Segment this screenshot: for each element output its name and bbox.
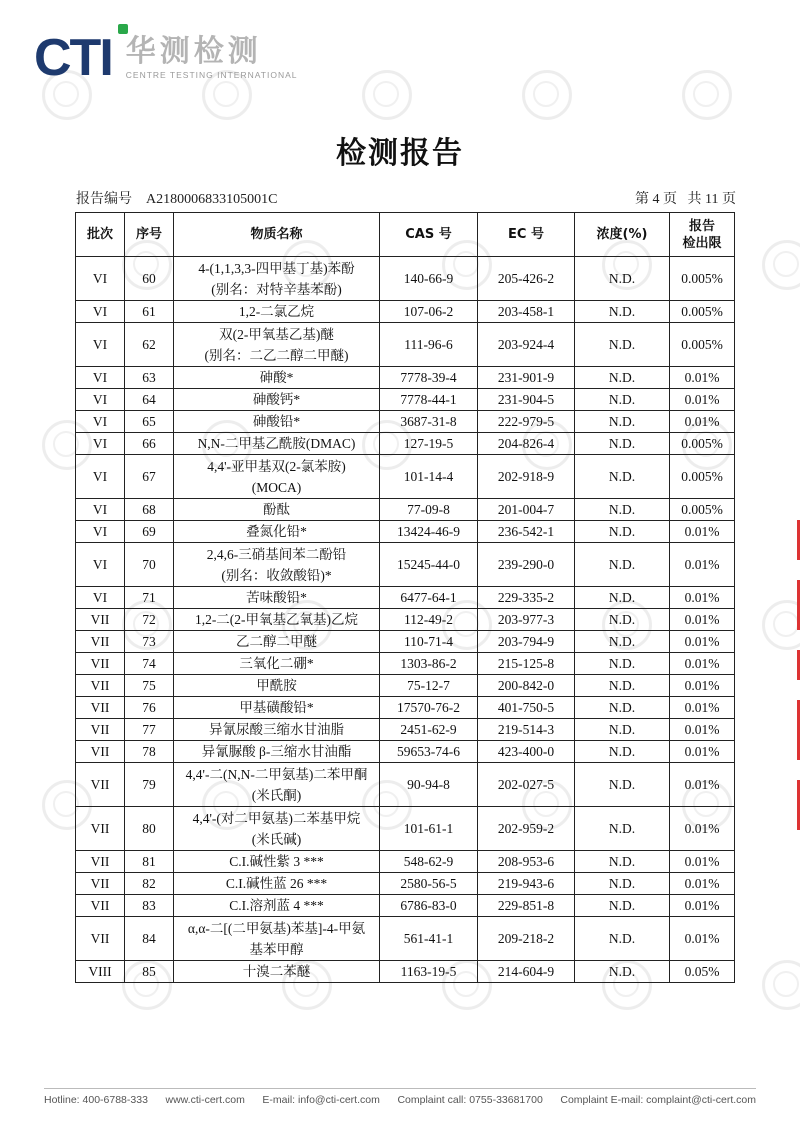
- cell-cas: 59653-74-6: [380, 741, 478, 763]
- cell-no: 63: [125, 367, 174, 389]
- cell-ec: 202-027-5: [478, 763, 575, 807]
- table-row: [76, 433, 735, 455]
- cell-detection-limit: 0.01%: [670, 389, 735, 411]
- cell-concentration: N.D.: [575, 433, 670, 455]
- cell-cas: 75-12-7: [380, 675, 478, 697]
- cell-cas: 77-09-8: [380, 499, 478, 521]
- cell-detection-limit: 0.05%: [670, 961, 735, 983]
- cell-cas: 548-62-9: [380, 851, 478, 873]
- cell-detection-limit: 0.01%: [670, 741, 735, 763]
- cell-no: 84: [125, 917, 174, 961]
- cell-substance: 1,2-二(2-甲氧基乙氧基)乙烷: [174, 609, 380, 631]
- cell-detection-limit: 0.01%: [670, 873, 735, 895]
- cell-concentration: N.D.: [575, 697, 670, 719]
- cell-no: 79: [125, 763, 174, 807]
- logo-green-dot: [118, 24, 128, 34]
- table-row: [76, 917, 735, 961]
- cell-ec: 231-901-9: [478, 367, 575, 389]
- cell-batch: VII: [76, 741, 125, 763]
- cell-ec: 401-750-5: [478, 697, 575, 719]
- cell-detection-limit: 0.01%: [670, 367, 735, 389]
- cti-logo-mark: CTI: [34, 29, 112, 87]
- table-row: [76, 697, 735, 719]
- cell-cas: 111-96-6: [380, 323, 478, 367]
- cell-batch: VI: [76, 301, 125, 323]
- header-detection-limit: 报告 检出限: [670, 213, 735, 257]
- cell-cas: 1163-19-5: [380, 961, 478, 983]
- table-row: [76, 323, 735, 367]
- cell-cas: 2580-56-5: [380, 873, 478, 895]
- cell-substance: α,α-二[(二甲氨基)苯基]-4-甲氨 基苯甲醇: [174, 917, 380, 961]
- cell-detection-limit: 0.01%: [670, 917, 735, 961]
- header-batch: 批次: [76, 213, 125, 257]
- cell-cas: 13424-46-9: [380, 521, 478, 543]
- cell-no: 74: [125, 653, 174, 675]
- cell-substance: 双(2-甲氧基乙基)醚 (别名：二乙二醇二甲醚): [174, 323, 380, 367]
- cell-cas: 7778-44-1: [380, 389, 478, 411]
- cell-cas: 17570-76-2: [380, 697, 478, 719]
- cell-substance: 乙二醇二甲醚: [174, 631, 380, 653]
- cell-ec: 222-979-5: [478, 411, 575, 433]
- cell-cas: 15245-44-0: [380, 543, 478, 587]
- cell-detection-limit: 0.01%: [670, 851, 735, 873]
- cell-no: 60: [125, 257, 174, 301]
- cell-substance: 砷酸*: [174, 367, 380, 389]
- cell-detection-limit: 0.005%: [670, 301, 735, 323]
- cell-detection-limit: 0.005%: [670, 433, 735, 455]
- cell-no: 76: [125, 697, 174, 719]
- cell-concentration: N.D.: [575, 455, 670, 499]
- cell-concentration: N.D.: [575, 543, 670, 587]
- cell-no: 66: [125, 433, 174, 455]
- table-row: [76, 455, 735, 499]
- company-name-en: CENTRE TESTING INTERNATIONAL: [125, 69, 298, 80]
- table-row: [76, 521, 735, 543]
- cell-ec: 203-977-3: [478, 609, 575, 631]
- header-no: 序号: [125, 213, 174, 257]
- cell-detection-limit: 0.005%: [670, 455, 735, 499]
- cell-cas: 140-66-9: [380, 257, 478, 301]
- table-row: [76, 895, 735, 917]
- cell-cas: 101-61-1: [380, 807, 478, 851]
- cell-cas: 3687-31-8: [380, 411, 478, 433]
- table-row: [76, 653, 735, 675]
- cell-ec: 214-604-9: [478, 961, 575, 983]
- cell-concentration: N.D.: [575, 741, 670, 763]
- cell-no: 81: [125, 851, 174, 873]
- cell-concentration: N.D.: [575, 367, 670, 389]
- cell-batch: VII: [76, 873, 125, 895]
- company-name-cn: 华测检测: [125, 33, 262, 69]
- table-row: [76, 257, 735, 301]
- cell-ec: 208-953-6: [478, 851, 575, 873]
- cell-batch: VI: [76, 389, 125, 411]
- cell-batch: VII: [76, 609, 125, 631]
- cell-ec: 229-335-2: [478, 587, 575, 609]
- table-row: [76, 675, 735, 697]
- cell-no: 78: [125, 741, 174, 763]
- watermark-seal-icon: [762, 240, 800, 290]
- cell-batch: VI: [76, 411, 125, 433]
- cell-substance: 甲酰胺: [174, 675, 380, 697]
- cell-concentration: N.D.: [575, 961, 670, 983]
- cell-substance: 三氧化二硼*: [174, 653, 380, 675]
- cell-detection-limit: 0.01%: [670, 895, 735, 917]
- cell-ec: 423-400-0: [478, 741, 575, 763]
- cell-batch: VII: [76, 807, 125, 851]
- cell-no: 62: [125, 323, 174, 367]
- page-footer: [44, 1094, 756, 1106]
- cell-substance: 苦味酸铅*: [174, 587, 380, 609]
- cell-substance: 4,4'-(对二甲氨基)二苯基甲烷 (米氏碱): [174, 807, 380, 851]
- cell-substance: 异氰脲酸 β-三缩水甘油酯: [174, 741, 380, 763]
- cell-batch: VII: [76, 631, 125, 653]
- footer-complaint-email: Complaint E-mail: complaint@cti-cert.com: [560, 1094, 756, 1106]
- cell-batch: VI: [76, 587, 125, 609]
- cell-substance: 异氰尿酸三缩水甘油脂: [174, 719, 380, 741]
- cell-ec: 203-794-9: [478, 631, 575, 653]
- side-seal-stamp: [786, 520, 800, 850]
- cell-ec: 202-959-2: [478, 807, 575, 851]
- company-logo: [34, 30, 298, 86]
- cell-substance: 砷酸钙*: [174, 389, 380, 411]
- cell-no: 85: [125, 961, 174, 983]
- footer-website: www.cti-cert.com: [165, 1094, 245, 1106]
- cell-concentration: N.D.: [575, 587, 670, 609]
- cell-ec: 205-426-2: [478, 257, 575, 301]
- cell-no: 83: [125, 895, 174, 917]
- cell-substance: 4,4'-亚甲基双(2-氯苯胺) (MOCA): [174, 455, 380, 499]
- cell-no: 71: [125, 587, 174, 609]
- cell-substance: 4-(1,1,3,3-四甲基丁基)苯酚 (别名：对特辛基苯酚): [174, 257, 380, 301]
- cell-detection-limit: 0.01%: [670, 697, 735, 719]
- footer-email: E-mail: info@cti-cert.com: [262, 1094, 380, 1106]
- cell-substance: 叠氮化铅*: [174, 521, 380, 543]
- table-row: [76, 961, 735, 983]
- cell-substance: 砷酸铅*: [174, 411, 380, 433]
- cell-substance: 十溴二苯醚: [174, 961, 380, 983]
- cell-batch: VI: [76, 543, 125, 587]
- cell-detection-limit: 0.01%: [670, 609, 735, 631]
- watermark-seal-icon: [362, 70, 412, 120]
- cell-batch: VII: [76, 763, 125, 807]
- cell-concentration: N.D.: [575, 653, 670, 675]
- cell-batch: VI: [76, 521, 125, 543]
- table-row: [76, 543, 735, 587]
- cell-cas: 110-71-4: [380, 631, 478, 653]
- cell-no: 73: [125, 631, 174, 653]
- cell-concentration: N.D.: [575, 521, 670, 543]
- cell-ec: 200-842-0: [478, 675, 575, 697]
- cell-substance: 1,2-二氯乙烷: [174, 301, 380, 323]
- table-row: [76, 499, 735, 521]
- cell-concentration: N.D.: [575, 609, 670, 631]
- table-row: [76, 367, 735, 389]
- cell-detection-limit: 0.01%: [670, 807, 735, 851]
- cell-cas: 1303-86-2: [380, 653, 478, 675]
- cell-concentration: N.D.: [575, 851, 670, 873]
- table-row: [76, 873, 735, 895]
- cell-ec: 202-918-9: [478, 455, 575, 499]
- cell-detection-limit: 0.01%: [670, 521, 735, 543]
- cell-no: 68: [125, 499, 174, 521]
- page-total: 共 11 页: [687, 192, 736, 207]
- cell-cas: 127-19-5: [380, 433, 478, 455]
- cell-substance: C.I.溶剂蓝 4 ***: [174, 895, 380, 917]
- cell-detection-limit: 0.01%: [670, 653, 735, 675]
- cell-ec: 219-943-6: [478, 873, 575, 895]
- substance-table: [75, 212, 735, 983]
- cell-batch: VII: [76, 697, 125, 719]
- cell-cas: 107-06-2: [380, 301, 478, 323]
- cell-detection-limit: 0.01%: [670, 719, 735, 741]
- cell-substance: C.I.碱性紫 3 ***: [174, 851, 380, 873]
- cell-no: 61: [125, 301, 174, 323]
- cell-ec: 203-924-4: [478, 323, 575, 367]
- cell-ec: 229-851-8: [478, 895, 575, 917]
- table-row: [76, 411, 735, 433]
- watermark-seal-icon: [682, 70, 732, 120]
- cell-cas: 112-49-2: [380, 609, 478, 631]
- cell-batch: VI: [76, 257, 125, 301]
- cell-no: 67: [125, 455, 174, 499]
- cell-no: 80: [125, 807, 174, 851]
- cell-batch: VIII: [76, 961, 125, 983]
- cell-no: 72: [125, 609, 174, 631]
- table-row: [76, 851, 735, 873]
- cell-substance: 酚酞: [174, 499, 380, 521]
- cell-batch: VII: [76, 895, 125, 917]
- table-row: [76, 631, 735, 653]
- header-concentration: 浓度(%): [575, 213, 670, 257]
- cell-ec: 203-458-1: [478, 301, 575, 323]
- table-row: [76, 609, 735, 631]
- cell-detection-limit: 0.005%: [670, 257, 735, 301]
- cell-detection-limit: 0.01%: [670, 763, 735, 807]
- cell-no: 75: [125, 675, 174, 697]
- table-row: [76, 587, 735, 609]
- footer-divider: [44, 1088, 756, 1089]
- cell-ec: 219-514-3: [478, 719, 575, 741]
- cell-batch: VII: [76, 675, 125, 697]
- cell-substance: N,N-二甲基乙酰胺(DMAC): [174, 433, 380, 455]
- cell-concentration: N.D.: [575, 301, 670, 323]
- cell-substance: C.I.碱性蓝 26 ***: [174, 873, 380, 895]
- cell-batch: VI: [76, 455, 125, 499]
- cell-batch: VII: [76, 851, 125, 873]
- cell-cas: 7778-39-4: [380, 367, 478, 389]
- header-cas: CAS 号: [380, 213, 478, 257]
- watermark-seal-icon: [762, 960, 800, 1010]
- report-number: A2180006833105001C: [146, 192, 278, 207]
- cell-no: 65: [125, 411, 174, 433]
- cell-concentration: N.D.: [575, 411, 670, 433]
- cell-concentration: N.D.: [575, 631, 670, 653]
- cell-cas: 6477-64-1: [380, 587, 478, 609]
- cell-batch: VI: [76, 433, 125, 455]
- cell-concentration: N.D.: [575, 917, 670, 961]
- table-row: [76, 741, 735, 763]
- cell-ec: 209-218-2: [478, 917, 575, 961]
- cell-detection-limit: 0.005%: [670, 499, 735, 521]
- footer-hotline: Hotline: 400-6788-333: [44, 1094, 148, 1106]
- cell-concentration: N.D.: [575, 257, 670, 301]
- cell-cas: 6786-83-0: [380, 895, 478, 917]
- cell-ec: 215-125-8: [478, 653, 575, 675]
- cell-substance: 2,4,6-三硝基间苯二酚铅 (别名：收敛酸铅)*: [174, 543, 380, 587]
- cell-detection-limit: 0.01%: [670, 675, 735, 697]
- table-row: [76, 719, 735, 741]
- cell-concentration: N.D.: [575, 895, 670, 917]
- cell-cas: 101-14-4: [380, 455, 478, 499]
- cell-concentration: N.D.: [575, 763, 670, 807]
- cell-no: 69: [125, 521, 174, 543]
- cell-concentration: N.D.: [575, 675, 670, 697]
- page-indicator: [635, 188, 736, 208]
- watermark-seal-icon: [522, 70, 572, 120]
- footer-complaint-call: Complaint call: 0755-33681700: [397, 1094, 543, 1106]
- cell-batch: VII: [76, 653, 125, 675]
- cell-detection-limit: 0.01%: [670, 543, 735, 587]
- cell-cas: 90-94-8: [380, 763, 478, 807]
- page-number: 第 4 页: [635, 192, 678, 207]
- cell-batch: VII: [76, 719, 125, 741]
- cell-ec: 236-542-1: [478, 521, 575, 543]
- cell-cas: 2451-62-9: [380, 719, 478, 741]
- table-header-row: [76, 213, 735, 257]
- cell-detection-limit: 0.01%: [670, 587, 735, 609]
- cell-substance: 4,4'-二(N,N-二甲氨基)二苯甲酮 (米氏酮): [174, 763, 380, 807]
- cell-concentration: N.D.: [575, 389, 670, 411]
- cell-ec: 239-290-0: [478, 543, 575, 587]
- cell-batch: VII: [76, 917, 125, 961]
- report-number-line: [76, 188, 277, 208]
- header-ec: EC 号: [478, 213, 575, 257]
- cell-concentration: N.D.: [575, 323, 670, 367]
- cell-concentration: N.D.: [575, 807, 670, 851]
- cell-ec: 204-826-4: [478, 433, 575, 455]
- cell-concentration: N.D.: [575, 499, 670, 521]
- cell-batch: VI: [76, 323, 125, 367]
- cell-no: 77: [125, 719, 174, 741]
- cell-ec: 231-904-5: [478, 389, 575, 411]
- cell-detection-limit: 0.01%: [670, 411, 735, 433]
- cell-detection-limit: 0.01%: [670, 631, 735, 653]
- cell-detection-limit: 0.005%: [670, 323, 735, 367]
- cell-batch: VI: [76, 367, 125, 389]
- table-row: [76, 389, 735, 411]
- cell-no: 64: [125, 389, 174, 411]
- cell-no: 82: [125, 873, 174, 895]
- cell-concentration: N.D.: [575, 719, 670, 741]
- cell-concentration: N.D.: [575, 873, 670, 895]
- table-row: [76, 807, 735, 851]
- cell-no: 70: [125, 543, 174, 587]
- cell-cas: 561-41-1: [380, 917, 478, 961]
- cell-ec: 201-004-7: [478, 499, 575, 521]
- header-substance: 物质名称: [174, 213, 380, 257]
- table-row: [76, 763, 735, 807]
- report-title: 检测报告: [336, 136, 464, 171]
- report-number-label: 报告编号: [76, 192, 132, 207]
- cell-batch: VI: [76, 499, 125, 521]
- cell-substance: 甲基磺酸铅*: [174, 697, 380, 719]
- table-row: [76, 301, 735, 323]
